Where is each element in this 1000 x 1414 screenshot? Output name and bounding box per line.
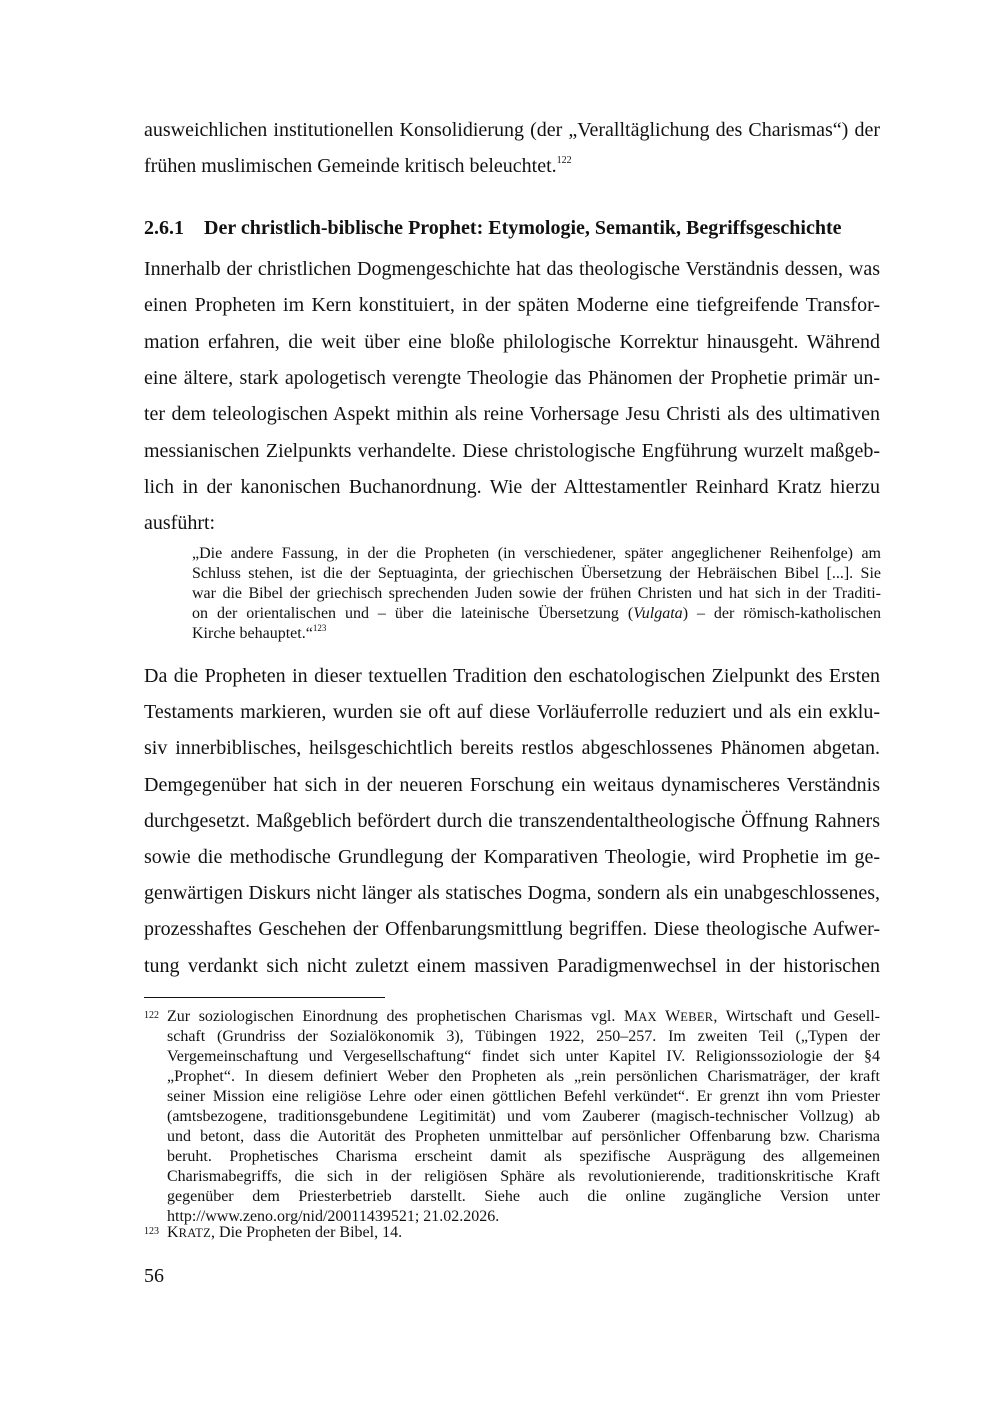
quote-text: Kirche behauptet.“ [192, 625, 313, 642]
footnote-separator [144, 997, 385, 998]
body-text-line [144, 154, 880, 178]
footnote-line: gegenüber dem Priesterbetrieb darstellt. Siehe auch die online zugängliche Version unter [167, 1188, 880, 1205]
footnote-number: 122 [144, 1010, 159, 1021]
body-text-line: durchgesetzt. Maßgeblich befördert durch die transzendentaltheologische Öffnung Rahners [144, 809, 880, 832]
footnote-reference[interactable]: 122 [556, 155, 572, 166]
body-text-line: siv innerbiblisches, heilsgeschichtlich bereits restlos abgeschlossenes Phänomen abgetan. [144, 737, 880, 760]
body-text-line: Demgegenüber hat sich in der neueren Forschung ein weitaus dynamischeres Verständnis [144, 773, 880, 796]
footnote-line: schaft (Grundriss der Sozialökonomik 3), Tübingen 1922, 250–257. Im zweiten Teil („Typen der [167, 1028, 880, 1045]
quote-line: „Die andere Fassung, in der die Propheten (in verschiedener, später angeglichener Reihenfolge) am [192, 545, 881, 562]
footnote-text: W [656, 1008, 681, 1025]
quote-line: war die Bibel der griechisch sprechenden Juden sowie der frühen Christen und hat sich in der Traditi- [192, 585, 881, 602]
footnote-line: beruht. Prophetisches Charisma erscheint damit als spezifische Ausprägung des allgemeinen [167, 1148, 880, 1165]
footnote-line: http://www.zeno.org/nid/20011439521; 21.02.2026. [167, 1208, 500, 1225]
page-number: 56 [144, 1265, 164, 1287]
body-text-line: ausweichlichen institutionellen Konsolidierung (der „Veralltäglichung des Charismas“) der [144, 119, 880, 141]
body-text-line: Da die Propheten in dieser textuellen Tradition den eschatologischen Zielpunkt des Ersten [144, 665, 880, 687]
body-text-line: sowie die methodische Grundlegung der Komparativen Theologie, wird Prophetie im ge- [144, 846, 880, 868]
footnote-reference[interactable]: 123 [312, 623, 327, 633]
body-text-line: ausführt: [144, 512, 216, 535]
footnote-line: und betont, dass die Autorität des Propheten unmittelbar auf persönlicher Offenbarung bzw. Charisma [167, 1128, 880, 1145]
body-text-line: mation erfahren, die weit über eine bloße philologische Korrektur hinausgeht. Während [144, 330, 880, 353]
section-heading [144, 216, 842, 240]
small-caps-text: AX [638, 1010, 657, 1024]
body-text-line: Innerhalb der christlichen Dogmengeschichte hat das theologische Verständnis dessen, was [144, 258, 880, 280]
footnote-line: Vergemeinschaftung und Vergesellschaftung“ findet sich unter Kapitel IV. Religionssoziologie der §4 [167, 1048, 880, 1065]
body-text-line: einen Propheten im Kern konstituiert, in der späten Moderne eine tiefgreifende Transfor- [144, 294, 880, 317]
section-title: Der christlich-biblische Prophet: Etymologie, Semantik, Begriffsgeschichte [204, 217, 842, 239]
quote-line: Schluss stehen, ist die der Septuaginta, der griechischen Übersetzung der Hebräischen Bibel [...]. Sie [192, 565, 881, 582]
footnote-line: seiner Mission eine religiöse Lehre oder einen göttlichen Befehl verkündet“. Er grenzt ihn vom Priester [167, 1088, 880, 1105]
body-text-line: Testaments markieren, wurden sie oft auf diese Vorläuferrolle reduziert und als ein exklu- [144, 701, 880, 724]
footnote-text: , Die Propheten der Bibel, 14. [211, 1224, 403, 1241]
footnote-line: „Prophet“. In diesem definiert Weber den Propheten als „rein persönlichen Charismaträger, der kraft [167, 1068, 880, 1085]
body-text-line: ter dem teleologischen Aspekt mithin als reine Vorhersage Jesu Christi als des ultimativen [144, 403, 880, 426]
footnote-text: , Wirtschaft und Gesell- [713, 1008, 880, 1025]
quote-italic: Vulgata [633, 605, 683, 622]
footnote-line: Charismabegriffs, die sich in der religiösen Sphäre als revolutionierende, traditionskritische Kraft [167, 1168, 880, 1185]
footnote-number: 123 [144, 1226, 159, 1237]
small-caps-text: EBER [680, 1010, 714, 1024]
body-text: frühen muslimischen Gemeinde kritisch beleuchtet. [144, 155, 557, 177]
footnote-line [167, 1223, 880, 1243]
footnote-text: K [167, 1224, 179, 1241]
body-text-line: prozesshaftes Geschehen der Offenbarungsmittlung begriffen. Diese theologische Aufwer- [144, 918, 880, 941]
body-text-line: lich in der kanonischen Buchanordnung. Wie der Alttestamentler Reinhard Kratz hierzu [144, 475, 880, 498]
quote-line [192, 604, 881, 624]
small-caps-text: RATZ [178, 1226, 212, 1240]
quote-line [192, 624, 881, 644]
footnote-text: Zur soziologischen Einordnung des prophetischen Charismas vgl. M [167, 1008, 639, 1025]
quote-text: ) – der römisch-katholischen [682, 605, 882, 622]
body-text-line: tung verdankt sich nicht zuletzt einem massiven Paradigmenwechsel in der historischen [144, 954, 880, 977]
body-text-line: eine ältere, stark apologetisch verengte Theologie das Phänomen der Prophetie primär un- [144, 366, 880, 389]
footnote-line [167, 1007, 880, 1027]
body-text-line: messianischen Zielpunkts verhandelte. Diese christologische Engführung wurzelt maßgeb- [144, 439, 880, 462]
body-text-line: genwärtigen Diskurs nicht länger als statisches Dogma, sondern als ein unabgeschlossenes, [144, 882, 880, 905]
quote-text: on der orientalischen und – über die lateinische Übersetzung ( [192, 605, 634, 622]
footnote-line: (amtsbezogene, traditionsgebundene Legitimität) und vom Zauberer (magisch-technischer Vollzug) ab [167, 1108, 880, 1125]
section-number: 2.6.1 [144, 217, 184, 239]
